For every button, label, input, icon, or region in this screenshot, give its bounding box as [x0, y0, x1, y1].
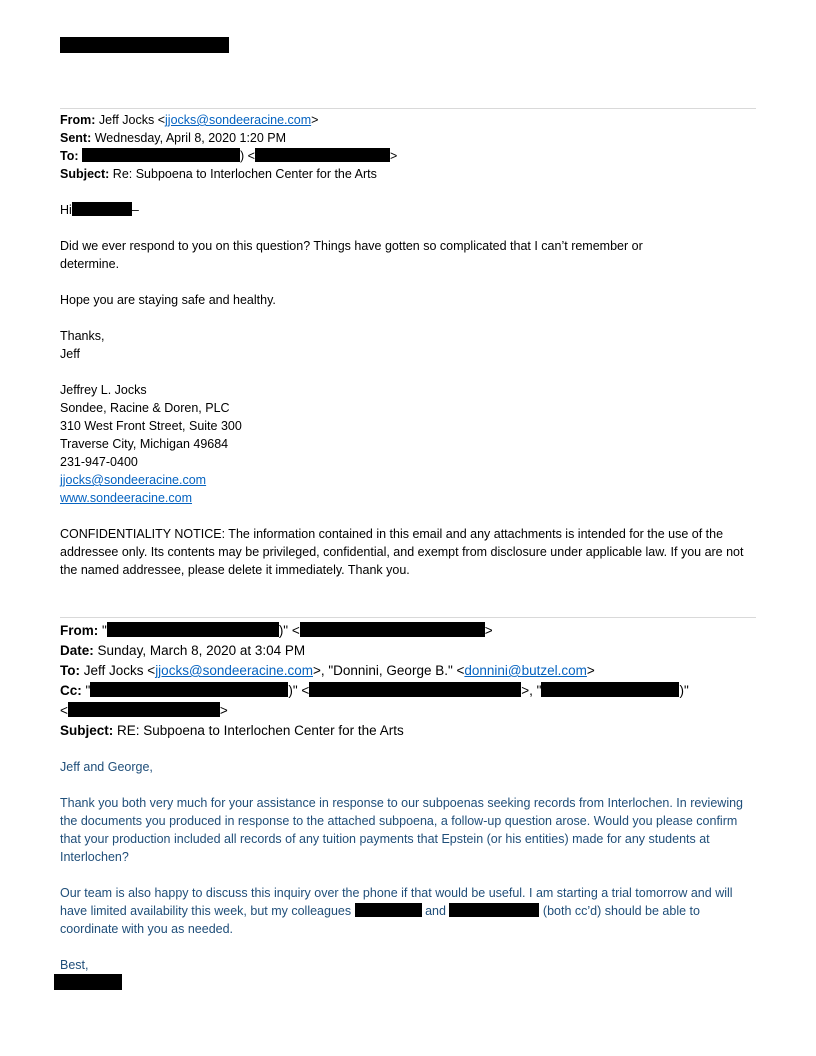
- bracket: >: [586, 663, 595, 678]
- greeting-prefix: Hi: [60, 203, 72, 217]
- bracket: >: [219, 703, 228, 718]
- header-redaction: [60, 37, 229, 53]
- sent-label: Sent:: [60, 131, 92, 145]
- msg1-signoff: Jeff: [60, 347, 80, 361]
- quote: ": [102, 623, 107, 638]
- msg2-body-1: Thank you both very much for your assistance in response to our subpoenas seeking records from Interlochen. In reviewing the documents you produced in response to the attached subpoena, a follow-up question arose. Would you please confirm that your production included all records of any tuition payments that Epstein (or his entities) made for any students at Interlochen?: [60, 796, 743, 864]
- confidentiality-notice: CONFIDENTIALITY NOTICE: The information contained in this email and any attachments is intended for the use of the addressee only. Its contents may be privileged, confidential, and exempt from disclosure under applicable law. If you are not the named addressee, please delete it immediately. Thank you.: [60, 527, 744, 577]
- separator: ) <: [240, 149, 255, 163]
- msg2-cc-line: [60, 681, 689, 701]
- sig-email[interactable]: jjocks@sondeeracine.com: [60, 473, 207, 487]
- msg2-greeting: Jeff and George,: [60, 760, 153, 774]
- redaction: [541, 682, 679, 697]
- redaction: [72, 202, 132, 216]
- from-email-link[interactable]: jjocks@sondeeracine.com: [165, 113, 312, 127]
- msg2-subject-line: [60, 721, 404, 741]
- redaction: [90, 682, 288, 697]
- sig-web[interactable]: www.sondeeracine.com: [60, 491, 193, 505]
- bracket: >: [389, 149, 398, 163]
- redaction: [255, 148, 390, 162]
- from-name: Jeff Jocks <: [98, 113, 166, 127]
- subject-value: RE: Subpoena to Interlochen Center for the Arts: [117, 723, 404, 738]
- to-name: Jeff Jocks <: [83, 663, 156, 678]
- date-value: Sunday, March 8, 2020 at 3:04 PM: [97, 643, 306, 658]
- redaction: [309, 682, 521, 697]
- msg2-to-line: [60, 661, 595, 681]
- body2-part-a: Our team is also happy to discuss this inquiry over the phone if that would be useful. I am starting a trial tomorrow and will have limited availability this week, but my colleagues: [60, 886, 733, 918]
- sig-web-link[interactable]: [60, 489, 192, 507]
- sig-firm: Sondee, Racine & Doren, PLC: [60, 401, 230, 415]
- redaction: [68, 702, 220, 717]
- from-label: From:: [60, 623, 99, 638]
- date-label: Date:: [60, 643, 94, 658]
- msg2-body-2: [60, 884, 750, 938]
- separator: )" <: [288, 683, 310, 698]
- separator: )" <: [278, 623, 300, 638]
- body2-part-c: (both cc’d) should be able to coordinate with you as needed.: [60, 904, 700, 936]
- sig-street: 310 West Front Street, Suite 300: [60, 419, 242, 433]
- to-label: To:: [60, 663, 80, 678]
- body2-part-b: and: [425, 904, 446, 918]
- subject-label: Subject:: [60, 167, 110, 181]
- greeting-suffix: –: [131, 203, 139, 217]
- sent-value: Wednesday, April 8, 2020 1:20 PM: [94, 131, 287, 145]
- redaction: [449, 903, 539, 917]
- msg1-from-line: [60, 111, 318, 129]
- cc-label: Cc:: [60, 683, 82, 698]
- msg2-date-line: [60, 641, 305, 661]
- msg1-body-1: Did we ever respond to you on this question? Things have gotten so complicated that I can’t remember or determine.: [60, 239, 643, 271]
- divider: [60, 617, 756, 618]
- bracket: <: [60, 703, 68, 718]
- to-email-link-1[interactable]: jjocks@sondeeracine.com: [155, 663, 313, 678]
- subject-value: Re: Subpoena to Interlochen Center for the Arts: [112, 167, 377, 181]
- msg1-subject-line: [60, 165, 377, 183]
- redaction: [300, 622, 485, 637]
- subject-label: Subject:: [60, 723, 114, 738]
- quote: ": [85, 683, 91, 698]
- msg2-cc-line-2: [60, 701, 228, 721]
- redaction: [107, 622, 279, 637]
- separator: >, ": [521, 683, 542, 698]
- sig-name: Jeffrey L. Jocks: [60, 383, 147, 397]
- msg1-to-line: [60, 147, 397, 165]
- to-separator: >, "Donnini, George B." <: [312, 663, 465, 678]
- redaction: [355, 903, 422, 917]
- from-label: From:: [60, 113, 96, 127]
- to-label: To:: [60, 149, 79, 163]
- msg1-sent-line: [60, 129, 286, 147]
- bracket: >: [484, 623, 493, 638]
- sig-phone: 231-947-0400: [60, 455, 138, 469]
- divider: [60, 108, 756, 109]
- msg1-thanks: Thanks,: [60, 329, 105, 343]
- bracket: >: [311, 113, 319, 127]
- sig-city: Traverse City, Michigan 49684: [60, 437, 229, 451]
- msg1-body-2: Hope you are staying safe and healthy.: [60, 293, 276, 307]
- to-email-link-2[interactable]: donnini@butzel.com: [464, 663, 587, 678]
- msg2-closing: Best,: [60, 958, 89, 972]
- redaction: [82, 148, 240, 162]
- sig-email-link[interactable]: [60, 471, 206, 489]
- signature-redaction: [54, 974, 122, 990]
- separator: )": [679, 683, 689, 698]
- msg1-greeting: [60, 201, 139, 219]
- msg2-from-line: [60, 621, 493, 641]
